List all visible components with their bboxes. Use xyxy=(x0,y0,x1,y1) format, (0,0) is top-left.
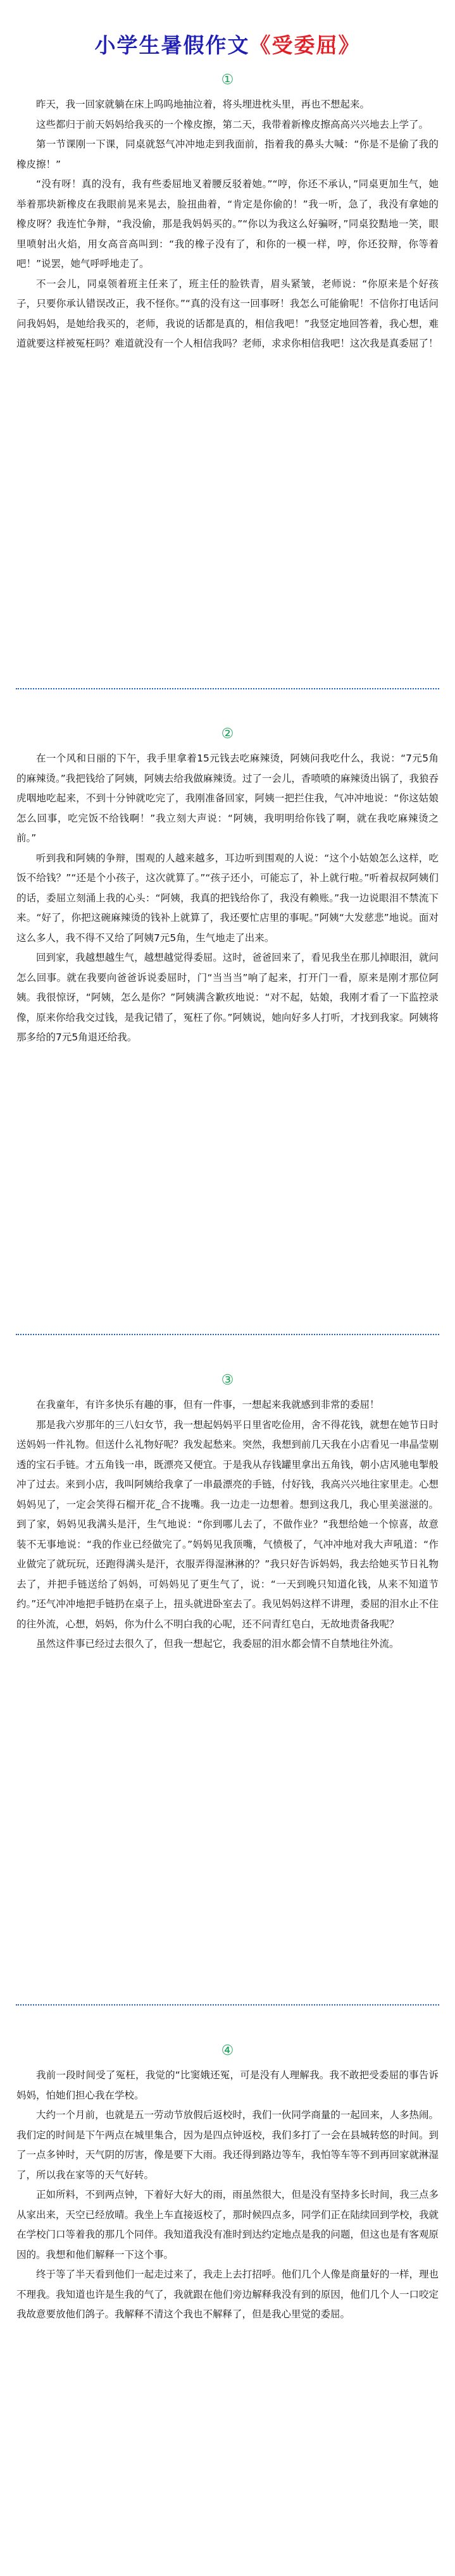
section-marker-2: ② xyxy=(221,726,234,742)
section-marker-3: ③ xyxy=(221,1372,234,1388)
section-3 xyxy=(0,1371,455,1655)
section-1-paragraph-1: 昨天，我一回家就躺在床上呜呜地抽泣着，将头埋进枕头里，再也不想起来。 xyxy=(36,99,370,110)
section-2 xyxy=(0,725,455,1048)
section-divider-2 xyxy=(16,1334,439,1335)
section-4-paragraph-4: 终于等了半天看到他们一起走过来了，我走上去打招呼。他们几个人像是商量好的一样，理也不理我。我知道也许是生我的气了，我就跟在他们旁边解释我没有到的原因，他们几个人一口咬定我故意要放他们鸽子。我解释不清这个我也不解释了，但是我心里觉的委屈。 xyxy=(16,2269,439,2320)
section-1 xyxy=(0,71,455,354)
section-2-paragraph-1: 在一个风和日丽的下午，我手里拿着15元钱去吃麻辣烫，阿姨问我吃什么，我说：“7元5角的麻辣烫。”我把钱给了阿姨，阿姨去给我做麻辣烫。过了一会儿，香喷喷的麻辣烫出锅了，我狼吞虎咽地吃起来，不到十分钟就吃完了，我刚准备回家，阿姨一把拦住我，气冲冲地说：“你这姑娘怎么回事，吃完饭不给钱啊！”我立刻大声说：“阿姨，我明明给你钱了啊，就在我吃麻辣烫之前。” xyxy=(16,753,439,844)
section-marker-4: ④ xyxy=(221,2043,234,2059)
section-divider-1 xyxy=(16,688,439,689)
section-3-paragraph-3: 虽然这件事已经过去很久了，但我一想起它，我委屈的泪水都会情不自禁地往外流。 xyxy=(36,1638,399,1649)
title-sub: 《受委屈》 xyxy=(249,33,361,58)
section-1-paragraph-3: 第一节课刚一下课，同桌就怒气冲冲地走到我面前，指着我的鼻头大喊：“你是不是偷了我的橡皮擦！” xyxy=(16,139,439,170)
section-4-paragraph-3: 正如所料，不到两点钟，下着好大好大的雨，雨虽然很大，但是没有坚持多长时间，我三点多从家出来，天空已经放晴。我坐上车直接返校了，那时候四点多，同学们正在陆续回到学校，我就在学校门口等着我的那几个同伴。我知道我没有准时到达约定地点是我的问题，但这也是有客观原因的。我想和他们解释一下这个事。 xyxy=(16,2189,439,2260)
title-main: 小学生暑假作文 xyxy=(94,33,250,58)
section-1-paragraph-4: “没有呀！真的没有，我有些委屈地叉着腰反驳着她。”“哼，你还不承认，”同桌更加生气，她举着那块新橡皮在我眼前晃来晃去，脸扭曲着，“肯定是你偷的！”我一听，急了，我没有拿她的橡皮呀？我连忙争辩，“我没偷，那是我妈妈买的。”“你以为我这么好骗呀，”同桌狡黠地一笑，眼里喷射出火焰，用女高音高叫到：“我的橡子没有了，和你的一模一样，哼，你还狡辩，你等着吧！”说罢，她气呼呼地走了。 xyxy=(16,178,439,269)
section-4-paragraph-1: 我前一段时间受了冤枉，我觉的“比窦娥还冤，可是没有人理解我。我不敢把受委屈的事告诉妈妈，怕她们担心我在学校。 xyxy=(16,2069,439,2101)
section-2-paragraph-2: 听到我和阿姨的争辩，围观的人越来越多，耳边听到围观的人说：“这个小姑娘怎么这样，吃饭不给钱？”“还是个小孩子，这次就算了。”“孩子还小，可能忘了，补上就行啦。”听着叔叔阿姨们的话，委屈立刻涌上我的心头：“阿姨，我真的把钱给你了，我没有赖账。”我一边说眼泪不禁流下来。“好了，你把这碗麻辣烫的钱补上就算了，我还要忙店里的事呢。”阿姨“大发慈悲”地说。面对这么多人，我不得不又给了阿姨7元5角，生气地走了出来。 xyxy=(16,852,439,944)
section-3-paragraph-1: 在我童年，有许多快乐有趣的事，但有一件事，一想起来我就感到非常的委屈！ xyxy=(36,1399,380,1410)
article-title xyxy=(0,29,455,59)
section-3-paragraph-2: 那是我六岁那年的三八妇女节，我一想起妈妈平日里省吃俭用，舍不得花钱，就想在她节日时送妈妈一件礼物。但送什么礼物好呢？我发起愁来。突然，我想到前几天我在小店看见一串晶莹剔透的宝石手链。才五角钱一串，既漂亮又便宜。于是我从存钱罐里拿出五角钱，朝小店风驰电掣般冲了过去。来到小店，我叫阿姨给我拿了一串最漂亮的手链，付好钱，我高兴兴地往家里走。心想妈妈见了，一定会笑得石榴开花_合不拢嘴。我一边走一边想着。想到这我几，我心里美滋滋的。到了家，妈妈见我满头是汗，生气地说：“你到哪儿去了，不做作业？”我想给她一个惊喜，故意装不无事地说：“我的作业已经做完了。”妈妈见我顶嘴，气愤极了，气冲冲地对我大声吼道：“作业做完了就玩玩，还跑得满头是汗，衣服弄得湿淋淋的？”我只好告诉妈妈，我去给她买节日礼物去了，并把手链送给了妈妈，可妈妈见了更生气了，说：“一天到晚只知道化钱，从来不知道节约。”还气冲冲地把手链扔在桌子上，扭头就进卧室去了。我见妈妈这样不讲理，委屈的泪水止不住的往外流，心想，妈妈，你为什么不明白我的心呢，还不问青红皂白，无故地责备我呢？ xyxy=(16,1419,439,1630)
section-4-paragraph-2: 大约一个月前，也就是五一劳动节放假后返校时，我们一伙同学商量的一起回来，人多热闹。我们定的时间是下午两点在城里集合，因为是四点钟返校，我们多打了一会在县城转悠的时间。到了一点多钟时，天气阴的厉害，像是要下大雨。我还得到路边等车，我怕等车等不到再回家就淋湿了，所以我在家等的天气好转。 xyxy=(16,2109,439,2181)
section-marker-1: ① xyxy=(221,72,234,88)
section-divider-3 xyxy=(16,2004,439,2006)
section-2-paragraph-3: 回到家，我越想越生气，越想越觉得委屈。这时，爸爸回来了，看见我坐在那儿掉眼泪，就问怎么回事。就在我要向爸爸诉说委屈时，门“当当当”响了起来，打开门一看，原来是刚才那位阿姨。我很惊讶，“阿姨，怎么是你？”阿姨满含歉疚地说：“对不起，姑娘，我刚才看了一下监控录像，原来你给我交过钱，是我记错了，冤枉了你。”阿姨说，她向好多人打听，才找到我家。阿姨将那多给的7元5角退还给我。 xyxy=(16,952,439,1043)
section-1-paragraph-2: 这些都归于前天妈妈给我买的一个橡皮擦，第二天，我带着新橡皮擦高高兴兴地去上学了。 xyxy=(36,118,429,130)
section-1-paragraph-5: 不一会儿，同桌领着班主任来了，班主任的脸铁青，眉头紧皱，老师说：“你原来是个好孩子，只要你承认错误改正，我不怪你。”“真的没有这一回事呀！我怎么可能偷呢！不信你打电话问问我妈妈，是她给我买的，老师，我说的话都是真的，相信我吧！”我竖定地回答着，我心想，难道就要这样被冤枉吗？难道就没有一个人相信我吗？老师，求求你相信我吧！这次我是真委屈了！ xyxy=(16,278,439,349)
section-4 xyxy=(0,2042,455,2325)
